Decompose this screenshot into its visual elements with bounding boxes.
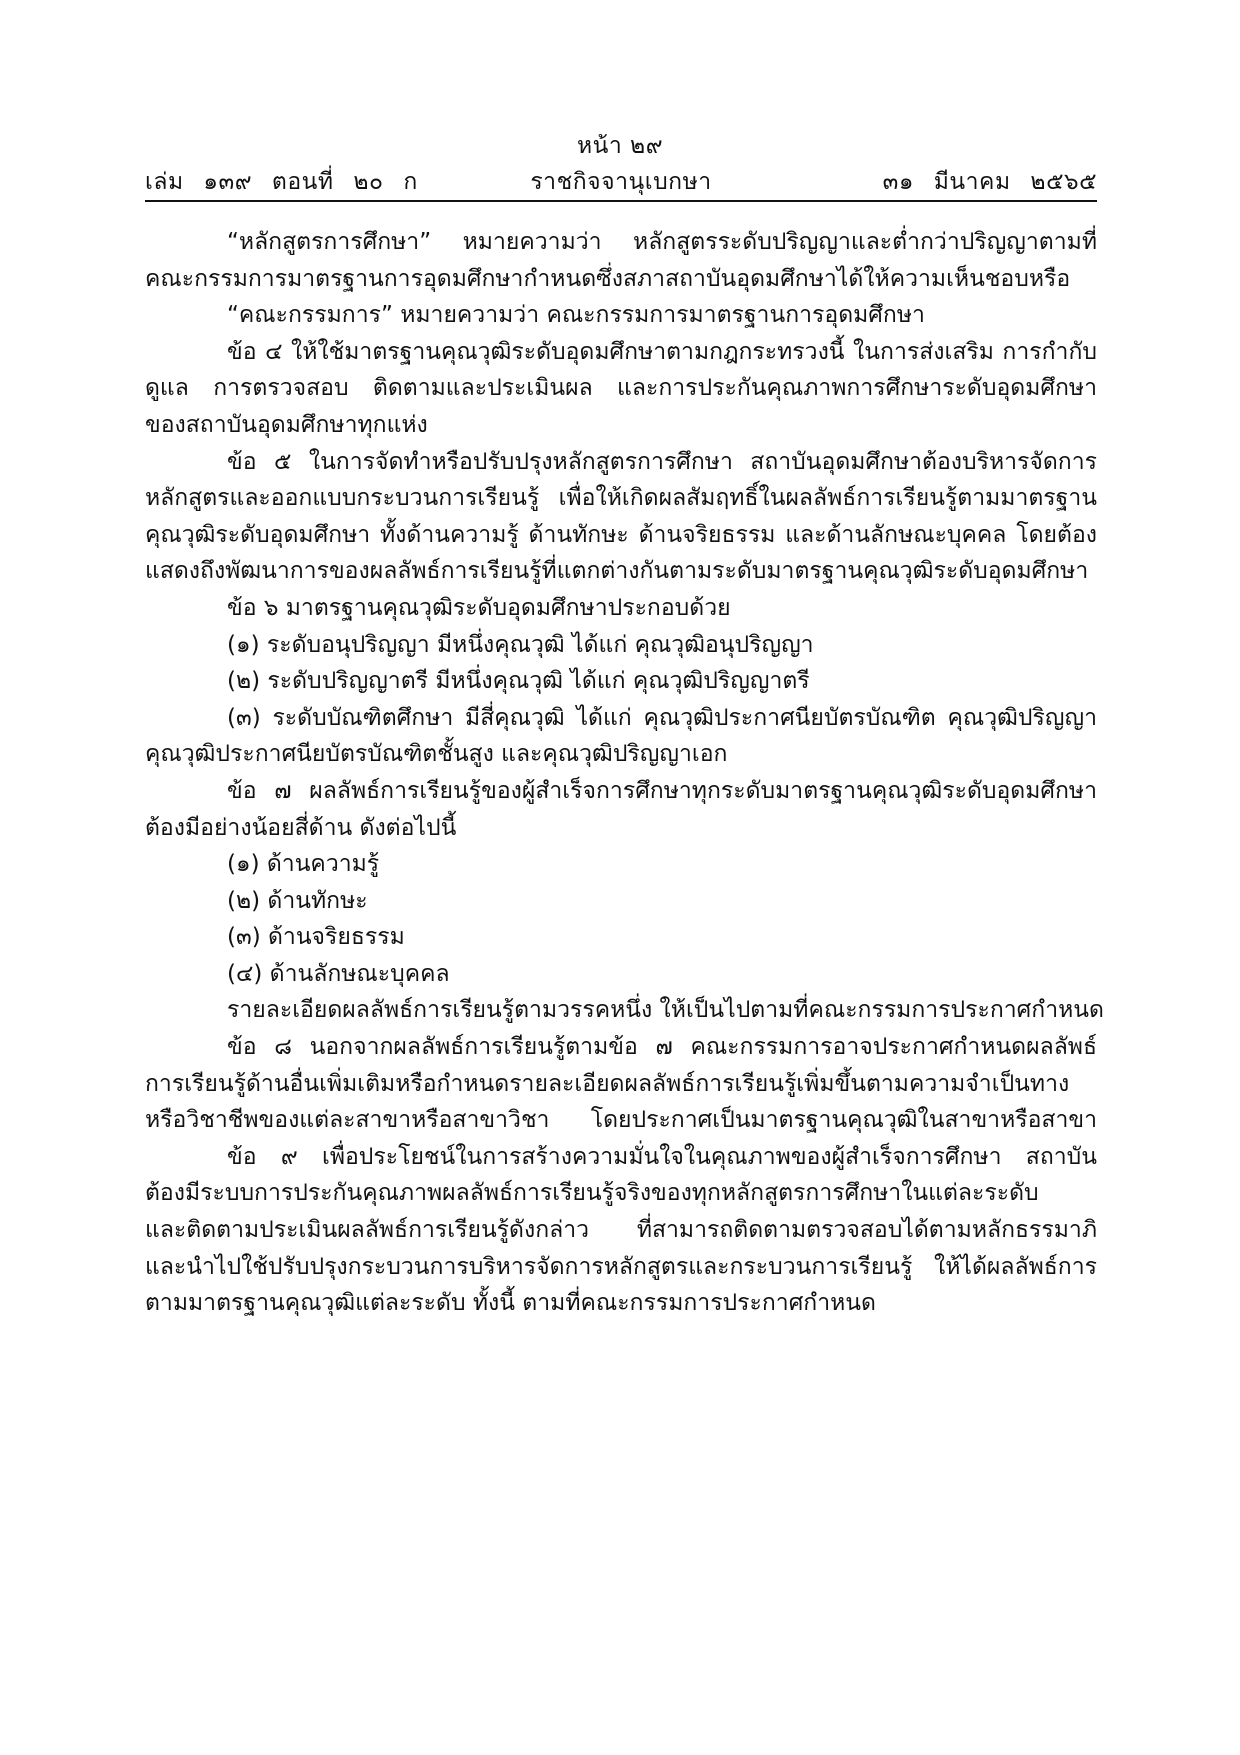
body-line: (๑) ด้านความรู้ <box>227 851 380 878</box>
body-line: คุณวุฒิประกาศนียบัตรบัณฑิตชั้นสูง และคุณวุฒิปริญญาเอก <box>145 741 728 768</box>
body-line: การเรียนรู้ด้านอื่นเพิ่มเติมหรือกำหนดรายละเอียดผลลัพธ์การเรียนรู้เพิ่มขึ้นตามความจำเป็นทาง <box>145 1070 1070 1097</box>
body-line: หลักสูตรและออกแบบกระบวนการเรียนรู้ เพื่อให้เกิดผลสัมฤทธิ์ในผลลัพธ์การเรียนรู้ตามมาตรฐาน <box>145 485 1097 512</box>
body-line: และติดตามประเมินผลลัพธ์การเรียนรู้ดังกล่าว ที่สามารถติดตามตรวจสอบได้ตามหลักธรรมาภิ <box>145 1217 1097 1244</box>
gazette-title: ราชกิจจานุเบกษา <box>530 169 712 195</box>
body-line: ข้อ ๖ มาตรฐานคุณวุฒิระดับอุดมศึกษาประกอบด้วย <box>227 594 731 621</box>
body-line: ข้อ ๔ ให้ใช้มาตรฐานคุณวุฒิระดับอุดมศึกษาตามกฎกระทรวงนี้ ในการส่งเสริม การกำกับ <box>227 338 1097 365</box>
body-line: (๔) ด้านลักษณะบุคคล <box>227 960 450 987</box>
body-line: ข้อ ๙ เพื่อประโยชน์ในการสร้างความมั่นใจในคุณภาพของผู้สำเร็จการศึกษา สถาบัน <box>227 1143 1097 1170</box>
body-line: แสดงถึงพัฒนาการของผลลัพธ์การเรียนรู้ที่แตกต่างกันตามระดับมาตรฐานคุณวุฒิระดับอุดมศึกษา <box>145 558 1089 585</box>
body-line: คณะกรรมการมาตรฐานการอุดมศึกษากำหนดซึ่งสภาสถาบันอุดมศึกษาได้ให้ความเห็นชอบหรือ <box>145 265 1071 292</box>
body-line: และนำไปใช้ปรับปรุงกระบวนการบริหารจัดการหลักสูตรและกระบวนการเรียนรู้ ให้ได้ผลลัพธ์การ <box>145 1253 1097 1280</box>
body-line: ตามมาตรฐานคุณวุฒิแต่ละระดับ ทั้งนี้ ตามที่คณะกรรมการประกาศกำหนด <box>145 1290 876 1317</box>
body-line: (๑) ระดับอนุปริญญา มีหนึ่งคุณวุฒิ ได้แก่ คุณวุฒิอนุปริญญา <box>227 631 814 658</box>
body-line: (๓) ระดับบัณฑิตศึกษา มีสี่คุณวุฒิ ได้แก่ คุณวุฒิประกาศนียบัตรบัณฑิต คุณวุฒิปริญญา <box>227 704 1097 731</box>
body-line: หรือวิชาชีพของแต่ละสาขาหรือสาขาวิชา โดยประกาศเป็นมาตรฐานคุณวุฒิในสาขาหรือสาขา <box>145 1107 1097 1134</box>
body-line: “คณะกรรมการ” หมายความว่า คณะกรรมการมาตรฐานการอุดมศึกษา <box>227 302 925 329</box>
body-line: รายละเอียดผลลัพธ์การเรียนรู้ตามวรรคหนึ่ง ให้เป็นไปตามที่คณะกรรมการประกาศกำหนด <box>227 997 1104 1024</box>
body-line: “หลักสูตรการศึกษา” หมายความว่า หลักสูตรระดับปริญญาและต่ำกว่าปริญญาตามที่ <box>227 229 1097 255</box>
header-divider <box>145 200 1097 202</box>
volume-issue: เล่ม ๑๓๙ ตอนที่ ๒๐ ก <box>145 169 418 195</box>
body-line: (๒) ด้านทักษะ <box>227 887 368 914</box>
body-line: ดูแล การตรวจสอบ ติดตามและประเมินผล และการประกันคุณภาพการศึกษาระดับอุดมศึกษา <box>145 375 1097 402</box>
body-line: ของสถาบันอุดมศึกษาทุกแห่ง <box>145 411 428 438</box>
body-line: ข้อ ๗ ผลลัพธ์การเรียนรู้ของผู้สำเร็จการศึกษาทุกระดับมาตรฐานคุณวุฒิระดับอุดมศึกษา <box>227 777 1097 804</box>
body-line: คุณวุฒิระดับอุดมศึกษา ทั้งด้านความรู้ ด้านทักษะ ด้านจริยธรรม และด้านลักษณะบุคคล โดยต้อง <box>145 521 1097 548</box>
body-line: ข้อ ๕ ในการจัดทำหรือปรับปรุงหลักสูตรการศึกษา สถาบันอุดมศึกษาต้องบริหารจัดการ <box>227 448 1097 475</box>
body-line: (๒) ระดับปริญญาตรี มีหนึ่งคุณวุฒิ ได้แก่ คุณวุฒิปริญญาตรี <box>227 668 810 695</box>
running-header <box>145 164 1097 198</box>
publication-date: ๓๑ มีนาคม ๒๕๖๕ <box>882 169 1097 195</box>
document-body <box>145 224 1104 1322</box>
page-number: หน้า ๒๙ <box>576 133 664 159</box>
body-line: ข้อ ๘ นอกจากผลลัพธ์การเรียนรู้ตามข้อ ๗ คณะกรรมการอาจประกาศกำหนดผลลัพธ์ <box>227 1034 1097 1061</box>
body-line: (๓) ด้านจริยธรรม <box>227 924 405 951</box>
body-line: ต้องมีอย่างน้อยสี่ด้าน ดังต่อไปนี้ <box>145 814 457 841</box>
body-line: ต้องมีระบบการประกันคุณภาพผลลัพธ์การเรียนรู้จริงของทุกหลักสูตรการศึกษาในแต่ละระดับ <box>145 1180 1039 1207</box>
